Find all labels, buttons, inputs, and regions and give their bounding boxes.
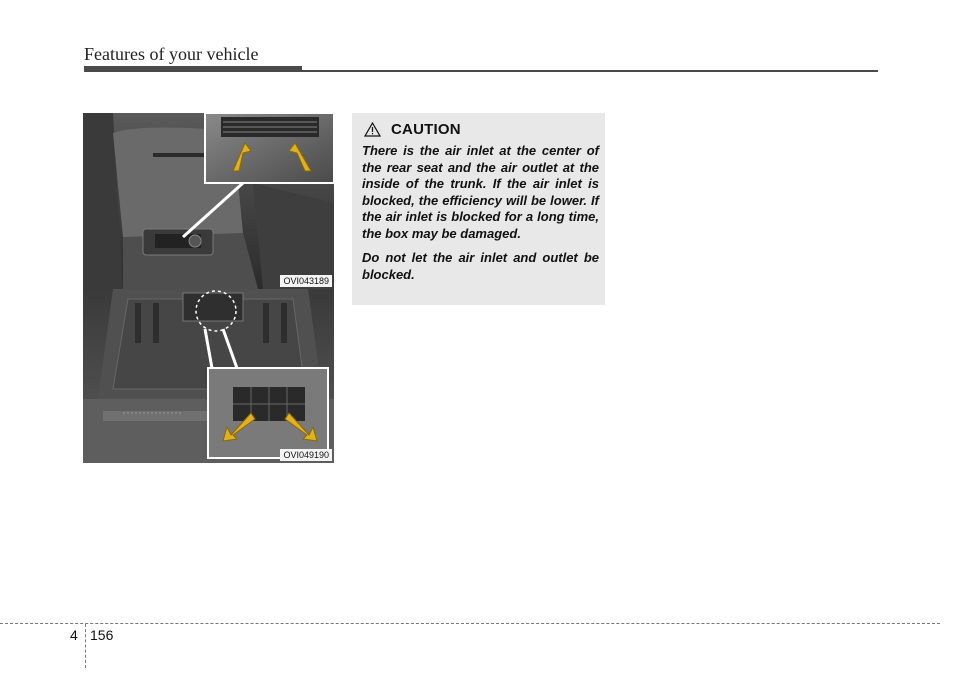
trunk-air-outlet-photo (83, 289, 334, 463)
chapter-number: 4 (70, 627, 78, 643)
header-rule-thin (302, 70, 878, 72)
page-number: 156 (90, 627, 114, 643)
rear-seat-air-inlet-photo (83, 113, 334, 289)
caution-paragraph: Do not let the air inlet and outlet be blocked. (362, 250, 599, 282)
figure-code-top: OVI043189 (280, 275, 332, 287)
figure-code-bottom: OVI049190 (280, 449, 332, 461)
caution-header (364, 121, 599, 138)
header-rule-thick (84, 66, 302, 72)
caution-title: CAUTION (391, 121, 461, 138)
footer-rule (0, 623, 940, 624)
caution-box (352, 113, 605, 305)
warning-triangle-icon (364, 122, 381, 137)
caution-paragraph: There is the air inlet at the center of the rear seat and the air outlet at the inside of the trunk. If the air inlet is blocked, the efficiency will be lower. If the air inlet is blocked for a long time, the box may be damaged. (362, 143, 599, 241)
footer-divider (85, 624, 86, 668)
page-header-title: Features of your vehicle (84, 44, 259, 64)
